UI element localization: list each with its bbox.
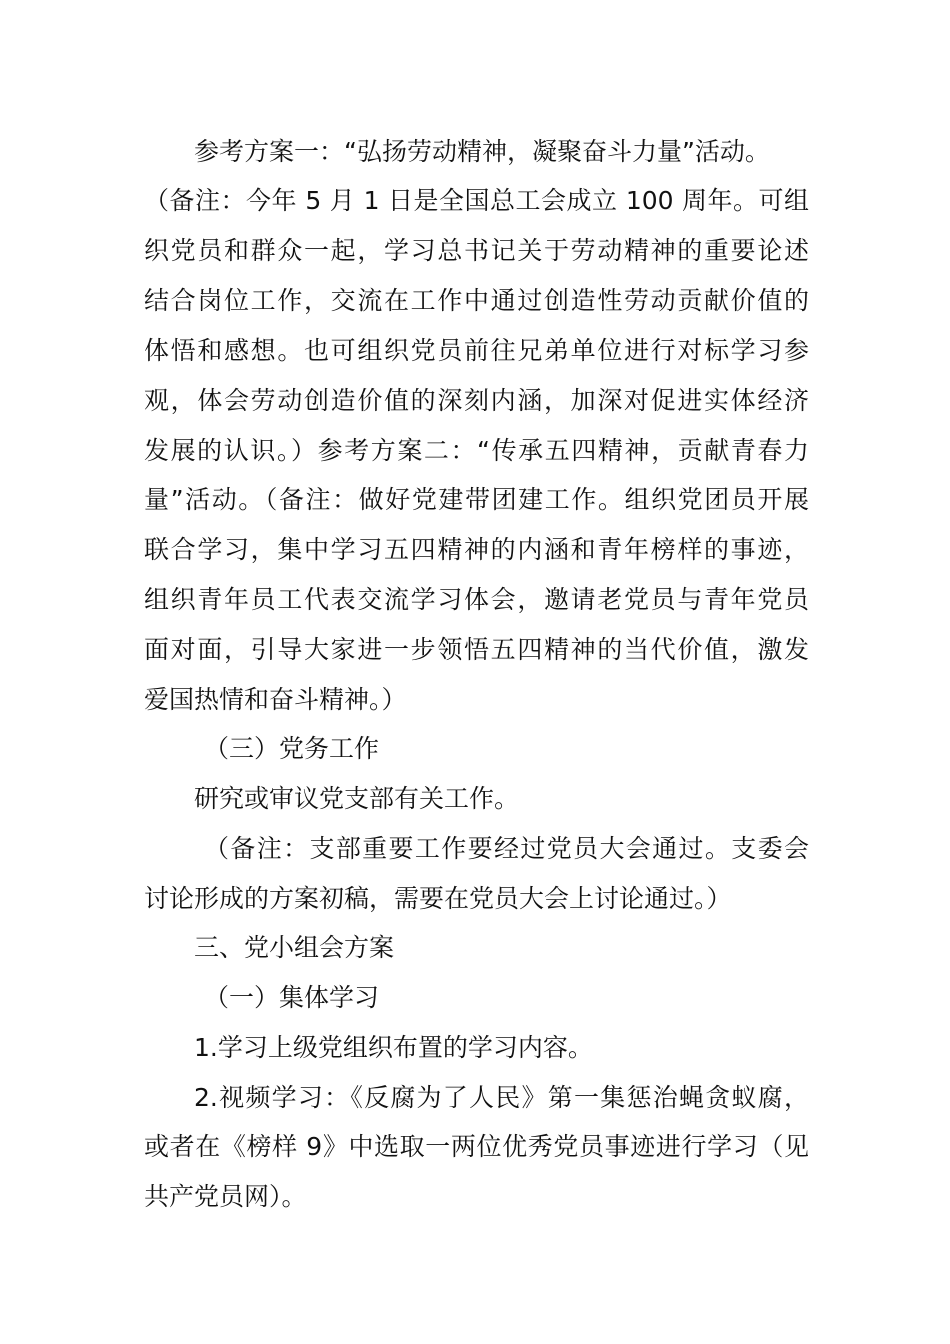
text-line: 联合学习，集中学习五四精神的内涵和青年榜样的事迹，: [144, 535, 809, 564]
text-line-note-one-start: （备注：今年 5 月 1 日是全国总工会成立 100 周年。可组: [144, 186, 809, 215]
text-line: 组织青年员工代表交流学习体会，邀请老党员与青年党员: [144, 585, 809, 614]
text-line: 研究或审议党支部有关工作。: [194, 784, 520, 813]
text-line: 爱国热情和奋斗精神。）: [144, 685, 407, 714]
text-line: 体悟和感想。也可组织党员前往兄弟单位进行对标学习参: [144, 336, 809, 365]
list-item-1: 1.学习上级党组织布置的学习内容。: [194, 1033, 593, 1062]
section-heading-group-study: （一）集体学习: [204, 983, 380, 1012]
text-line: 或者在《榜样 9》中选取一两位优秀党员事迹进行学习（见: [144, 1132, 809, 1161]
text-line: 量”活动。（备注：做好党建带团建工作。组织党团员开展: [144, 485, 809, 514]
text-line: 讨论形成的方案初稿，需要在党员大会上讨论通过。）: [144, 884, 732, 913]
section-heading-party-affairs: （三）党务工作: [204, 734, 380, 763]
text-line: 观，体会劳动创造价值的深刻内涵，加深对促进实体经济: [144, 386, 809, 415]
text-line: 共产党员网）。: [144, 1182, 307, 1211]
section-heading-group-meeting: 三、党小组会方案: [194, 933, 395, 962]
text-line-plan-two-start: 发展的认识。）参考方案二：“传承五四精神，贡献青春力: [144, 436, 809, 465]
text-line-plan-one: 参考方案一：“弘扬劳动精神，凝聚奋斗力量”活动。: [194, 137, 770, 166]
text-line: 面对面，引导大家进一步领悟五四精神的当代价值，激发: [144, 635, 809, 664]
text-line: 结合岗位工作，交流在工作中通过创造性劳动贡献价值的: [144, 286, 809, 315]
text-line-note-start: （备注：支部重要工作要经过党员大会通过。支委会: [204, 834, 809, 863]
text-line: 织党员和群众一起，学习总书记关于劳动精神的重要论述: [144, 236, 809, 265]
list-item-2: 2.视频学习：《反腐为了人民》第一集惩治蝇贪蚁腐，: [194, 1083, 809, 1112]
